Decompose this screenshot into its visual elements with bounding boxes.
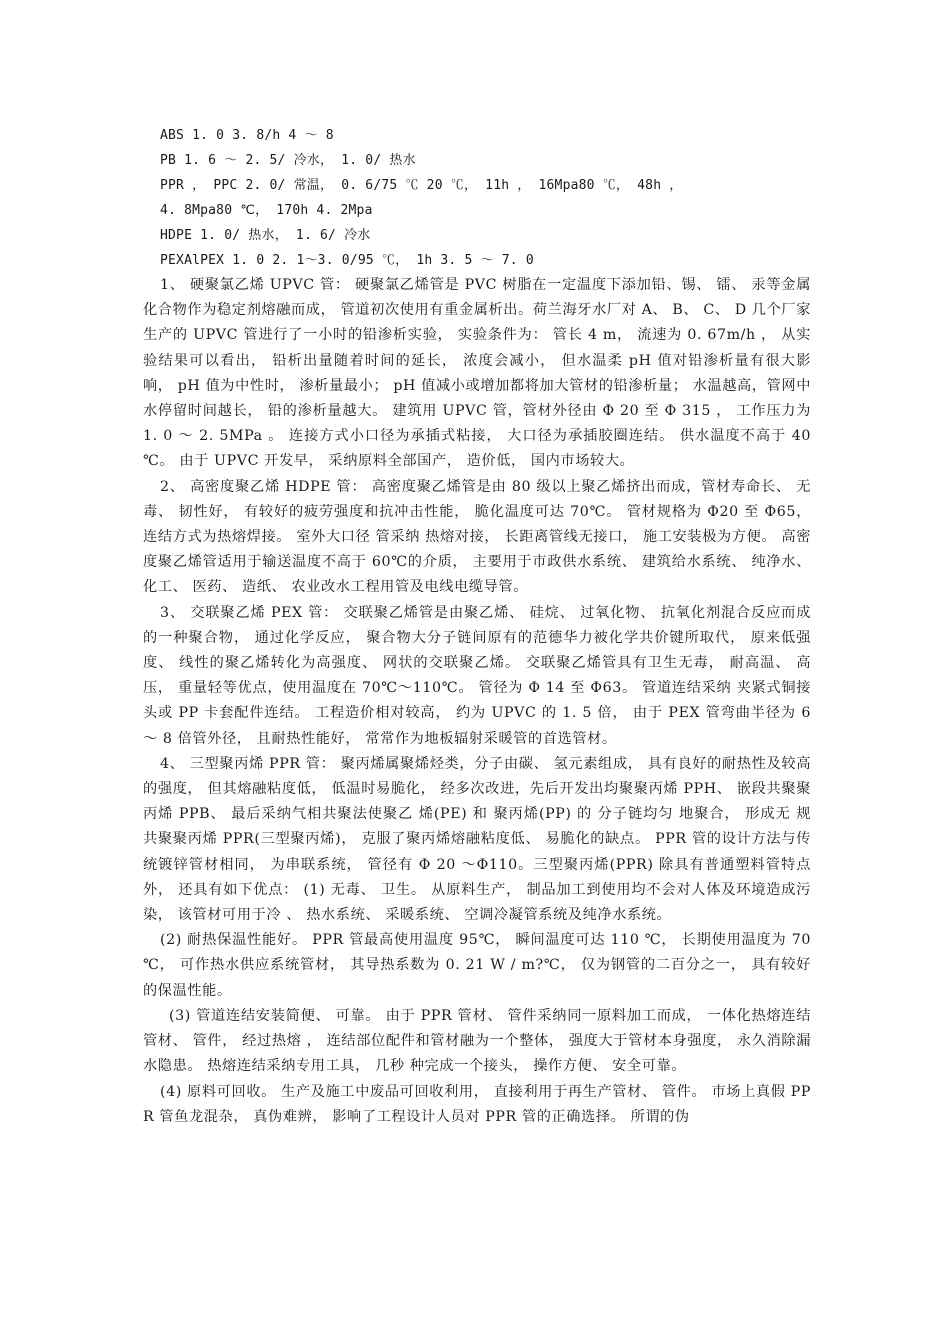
spec-line-ppr-ppc-cont: 4. 8Mpa80 ℃， 170h 4. 2Mpa xyxy=(160,203,373,218)
spec-line-pb: PB 1. 6 ～ 2. 5/ 冷水， 1. 0/ 热水 xyxy=(160,153,416,168)
paragraph-pex: 3、 交联聚乙烯 PEX 管： 交联聚乙烯管是由聚乙烯、 硅烷、 过氧化物、 抗氧化剂混合反应而成的一种聚合物， 通过化学反应， 聚合物大分子链间原有的范德华力被化学共价键所取代， 原来低强度、 线性的聚乙烯转化为高强度、 网状的交联聚乙烯。 交联聚乙烯管具有卫生无毒， 耐高温、 高压， 重量轻等优点，使用温度在 70℃～110℃。 管径为 Φ 14 至 Φ63。 管道连结采纳 夹紧式铜接头或 PP 卡套配件连结。 工程造价相对较高， 约为 UPVC 的 1. 5 倍， 由于 PEX 管弯曲半径为 6 ～ 8 倍管外径， 且耐热性能好， 常常作为地板辐射采暖管的首选管材。 xyxy=(143,604,811,747)
paragraph-ppr-recyclable: (4) 原料可回收。 生产及施工中废品可回收利用， 直接利用于再生产管材、 管件。 市场上真假 PPR 管鱼龙混杂， 真伪难辨， 影响了工程设计人员对 PPR 管的正确选择。 所谓的伪 xyxy=(143,1083,811,1125)
paragraph-ppr-heat-insulation: (2) 耐热保温性能好。 PPR 管最高使用温度 95℃， 瞬间温度可达 110 ℃， 长期使用温度为 70 ℃， 可作热水供应系统管材， 其导热系数为 0. 21 W / m?℃， 仅为钢管的二百分之一， 具有较好的保温性能。 xyxy=(143,932,811,999)
spec-line-ppr-ppc: PPR ， PPC 2. 0/ 常温， 0. 6/75 ℃ 20 ℃， 11h ， 16Mpa80 ℃， 48h ， xyxy=(160,178,683,193)
spec-line-abs: ABS 1. 0 3. 8/h 4 ～ 8 xyxy=(160,128,334,143)
paragraph-ppr-installation: (3) 管道连结安装简便、 可靠。 由于 PPR 管材、 管件采纳同一原料加工而成， 一体化热熔连结管材、 管件， 经过热熔 ， 连结部位配件和管材融为一个整体， 强度大于管材本身强度， 永久消除漏水隐患。 热熔连结采纳专用工具， 几秒 种完成一个接头， 操作方便、 安全可靠。 xyxy=(143,1007,811,1075)
spec-line-pexalpex: PEXAlPEX 1. 0 2. 1～3. 0/95 ℃， 1h 3. 5 ～ 7. 0 xyxy=(160,253,534,268)
document-body xyxy=(143,123,811,1130)
spec-line-hdpe: HDPE 1. 0/ 热水， 1. 6/ 冷水 xyxy=(160,228,371,243)
paragraph-upvc: 1、 硬聚氯乙烯 UPVC 管： 硬聚氯乙烯管是 PVC 树脂在一定温度下添加铅、锡、 镭、 汞等金属化合物作为稳定剂熔融而成， 管道初次使用有重金属析出。荷兰海牙水厂对 A、 B、 C、 D 几个厂家生产的 UPVC 管进行了一小时的铅渗析实验， 实验条件为： 管长 4 m， 流速为 0. 67m/h ， 从实验结果可以看出， 铅析出量随着时间的延长， 浓度会减小， 但水温柔 pH 值对铅渗析量有很大影响， pH 值为中性时， 渗析量最小； pH 值减小或增加都将加大管材的铅渗析量； 水温越高，管网中水停留时间越长， 铅的渗析量越大。 建筑用 UPVC 管，管材外径由 Φ 20 至 Φ 315 ， 工作压力为 1. 0 ～ 2. 5MPa 。 连接方式小口径为承插式粘接， 大口径为承插胶圈连结。 供水温度不高于 40 ℃。 由于 UPVC 开发早， 采纳原料全部国产， 造价低， 国内市场较大。 xyxy=(143,277,811,470)
paragraph-ppr: 4、 三型聚丙烯 PPR 管： 聚丙烯属聚烯烃类，分子由碳、 氢元素组成， 具有良好的耐热性及较高的强度， 但其熔融粘度低， 低温时易脆化， 经多次改进，先后开发出均聚聚丙烯 PPH、 嵌段共聚聚丙烯 PPB、 最后采纳气相共聚法使聚乙 烯(PE) 和 聚丙烯(PP) 的 分子链均匀 地聚合， 形成无 规 共聚聚丙烯 PPR(三型聚丙烯)， 克服了聚丙烯熔融粘度低、 易脆化的缺点。 PPR 管的设计方法与传统镀锌管材相同， 为串联系统， 管径有 Φ 20 ～Φ110。三型聚丙烯(PPR) 除具有普通塑料管特点外， 还具有如下优点： (1) 无毒、 卫生。 从原料生产， 制品加工到使用均不会对人体及环境造成污染， 该管材可用于冷 、 热水系统、 采暖系统、 空调冷凝管系统及纯净水系统。 xyxy=(143,755,811,924)
paragraph-hdpe: 2、 高密度聚乙烯 HDPE 管： 高密度聚乙烯管是由 80 级以上聚乙烯挤出而成，管材寿命长、 无毒、 韧性好， 有较好的疲劳强度和抗冲击性能， 脆化温度可达 70℃。 管材规格为 Φ20 至 Φ65， 连结方式为热熔焊接。 室外大口径 管采纳 热熔对接， 长距离管线无接口， 施工安装极为方便。 高密度聚乙烯管适用于输送温度不高于 60℃的介质， 主要用于市政供水系统、 建筑给水系统、 纯净水、 化工、 医药、 造纸、 农业改水工程用管及电线电缆导管。 xyxy=(143,478,811,596)
